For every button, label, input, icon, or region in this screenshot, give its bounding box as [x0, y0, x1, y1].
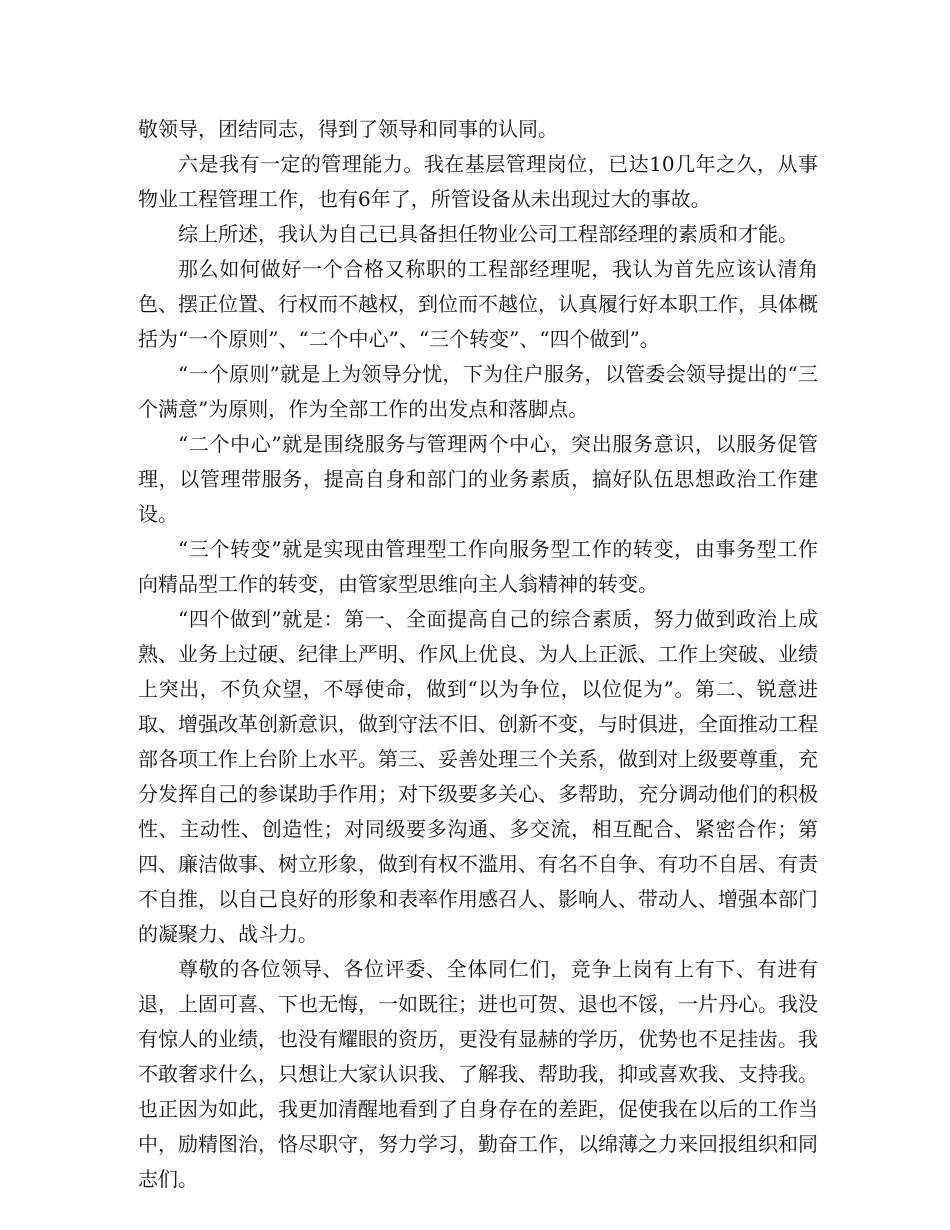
- paragraph-three-transformations: “三个转变”就是实现由管理型工作向服务型工作的转变，由事务型工作向精品型工作的转变，由管家型思维向主人翁精神的转变。: [138, 537, 818, 596]
- paragraph-two-centers: “二个中心”就是围绕服务与管理两个中心，突出服务意识，以服务促管理，以管理带服务，提高自身和部门的业务素质，搞好队伍思想政治工作建设。: [138, 432, 818, 526]
- paragraph-management-ability: 六是我有一定的管理能力。我在基层管理岗位，已达10几年之久，从事物业工程管理工作，也有6年了，所管设备从未出现过大的事故。: [138, 152, 818, 211]
- paragraph-continuation: 敬领导，团结同志，得到了领导和同事的认同。: [138, 117, 558, 141]
- paragraph-how-to-be-manager: 那么如何做好一个合格又称职的工程部经理呢，我认为首先应该认清角色、摆正位置、行权而不越权，到位而不越位，认真履行好本职工作，具体概括为“一个原则”、“二个中心”、“三个转变”、“四个做到”。: [138, 257, 818, 351]
- paragraph-one-principle: “一个原则”就是上为领导分忧，下为住户服务，以管委会领导提出的“三个满意”为原则，作为全部工作的出发点和落脚点。: [138, 362, 818, 421]
- paragraph-closing-remarks: 尊敬的各位领导、各位评委、全体同仁们，竞争上岗有上有下、有进有退，上固可喜、下也无悔，一如既往；进也可贺、退也不馁，一片丹心。我没有惊人的业绩，也没有耀眼的资历，更没有显赫的学历，优势也不足挂齿。我不敢奢求什么，只想让大家认识我、了解我、帮助我，抑或喜欢我、支持我。也正因为如此，我更加清醒地看到了自身存在的差距，促使我在以后的工作当中，励精图治，恪尽职守，努力学习，勤奋工作，以绵薄之力来回报组织和同志们。: [138, 957, 818, 1191]
- document-body: [138, 112, 818, 1197]
- paragraph-four-achievements: “四个做到”就是：第一、全面提高自己的综合素质，努力做到政治上成熟、业务上过硬、纪律上严明、作风上优良、为人上正派、工作上突破、业绩上突出，不负众望，不辱使命，做到“以为争位，以位促为”。第二、锐意进取、增强改革创新意识，做到守法不旧、创新不变，与时俱进，全面推动工程部各项工作上台阶上水平。第三、妥善处理三个关系，做到对上级要尊重，充分发挥自己的参谋助手作用；对下级要多关心、多帮助，充分调动他们的积极性、主动性、创造性；对同级要多沟通、多交流，相互配合、紧密合作；第四、廉洁做事、树立形象，做到有权不滥用、有名不自争、有功不自居、有责不自推，以自己良好的形象和表率作用感召人、影响人、带动人、增强本部门的凝聚力、战斗力。: [138, 607, 818, 946]
- paragraph-summary: 综上所述，我认为自己已具备担任物业公司工程部经理的素质和才能。: [178, 222, 798, 246]
